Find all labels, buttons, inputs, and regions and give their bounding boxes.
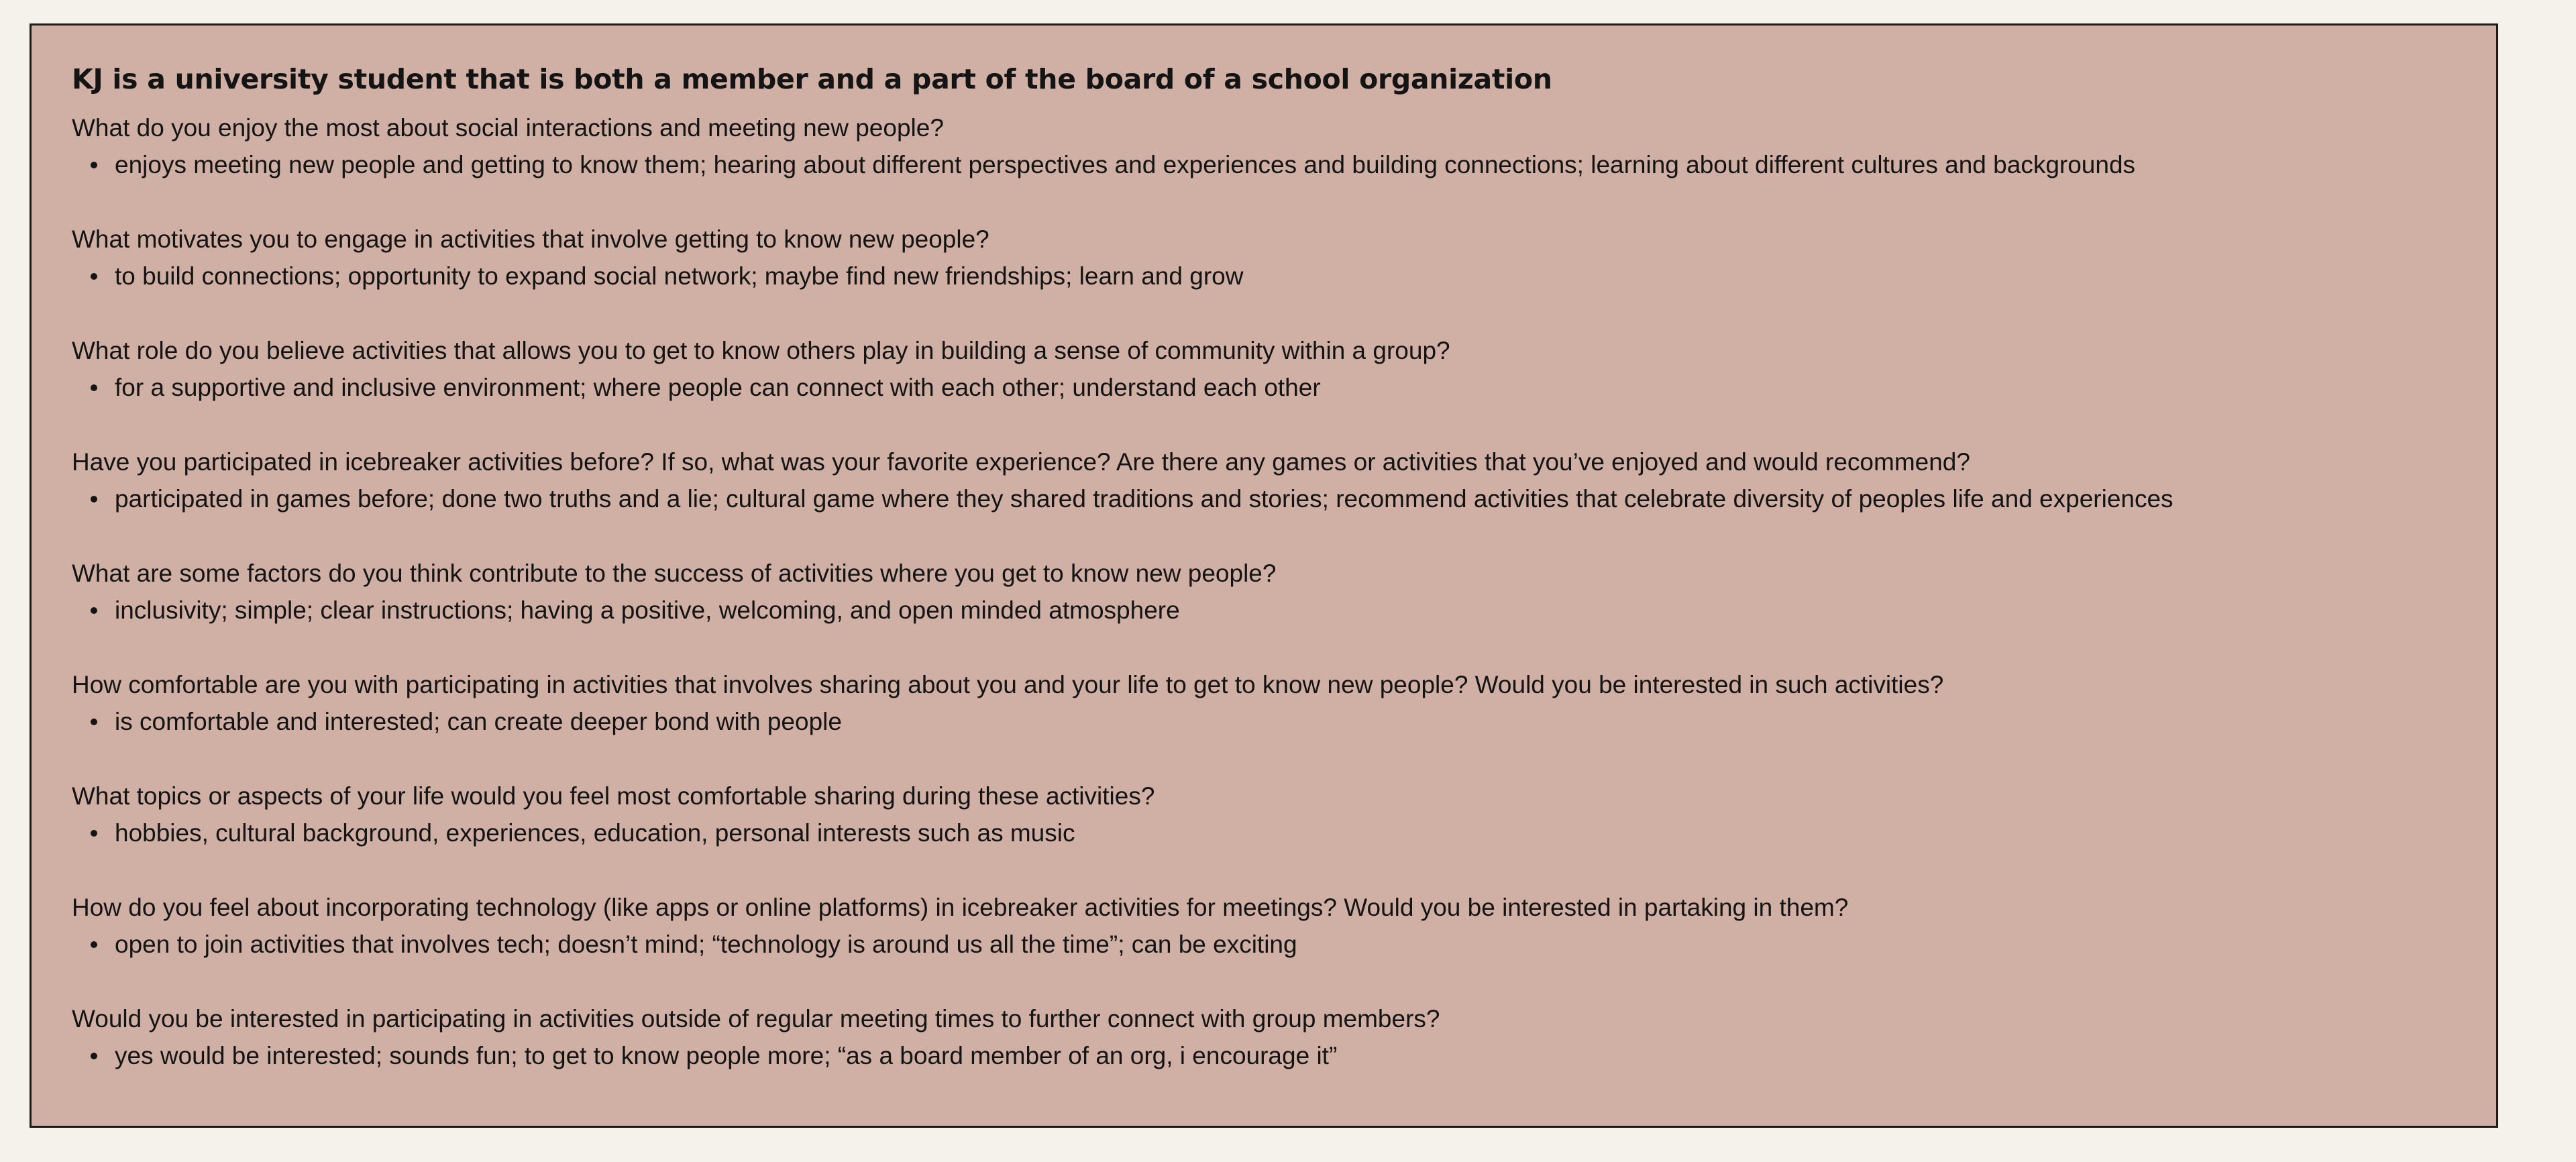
qa-item	[72, 1000, 2456, 1112]
answer-text	[72, 926, 2456, 963]
qa-item	[72, 443, 2456, 555]
bullet-icon	[91, 719, 97, 725]
bullet-icon	[91, 607, 97, 614]
qa-item	[72, 555, 2456, 666]
answer-label: yes would be interested; sounds fun; to get to know people more; “as a board member of an org, i encourage it”	[115, 1042, 1338, 1070]
answer-label: open to join activities that involves tech; doesn’t mind; “technology is around us all the time”; can be exciting	[115, 931, 1297, 959]
bullet-icon	[91, 273, 97, 280]
answer-text	[72, 814, 2456, 851]
answer-text	[72, 703, 2456, 740]
qa-item	[72, 332, 2456, 443]
answer-list	[72, 592, 2456, 629]
bullet-icon	[91, 941, 97, 948]
answer-text	[72, 480, 2456, 517]
question-text: How comfortable are you with participating in activities that involves sharing about you and your life to get to know new people? Would you be interested in such activities?	[72, 671, 1944, 699]
answer-text	[72, 146, 2456, 183]
answer-label: for a supportive and inclusive environment; where people can connect with each other; understand each other	[115, 374, 1321, 402]
answer-list	[72, 926, 2456, 963]
question-text: What are some factors do you think contribute to the success of activities where you get to know new people?	[72, 560, 1277, 588]
answer-list	[72, 369, 2456, 406]
answer-list	[72, 480, 2456, 517]
question-text: What topics or aspects of your life would you feel most comfortable sharing during these activities?	[72, 782, 1155, 810]
qa-item	[72, 666, 2456, 778]
qa-item	[72, 109, 2456, 221]
answer-list	[72, 814, 2456, 851]
interview-notes-card	[30, 23, 2498, 1128]
answer-label: to build connections; opportunity to expand social network; maybe find new friendships; learn and grow	[115, 262, 1244, 290]
answer-text	[72, 1037, 2456, 1074]
answer-text	[72, 369, 2456, 406]
answer-list	[72, 146, 2456, 183]
answer-list	[72, 703, 2456, 740]
answer-label: participated in games before; done two truths and a lie; cultural game where they shared traditions and stories; recommend activities that celebrate diversity of peoples life and experiences	[115, 485, 2174, 513]
bullet-icon	[91, 1053, 97, 1059]
answer-list	[72, 258, 2456, 295]
question-text: How do you feel about incorporating technology (like apps or online platforms) in icebreaker activities for meetings? Would you be interested in partaking in them?	[72, 894, 1849, 922]
page-title: KJ is a university student that is both a member and a part of the board of a school organization	[72, 63, 1552, 95]
qa-item	[72, 221, 2456, 332]
question-text: Have you participated in icebreaker activities before? If so, what was your favorite experience? Are there any games or activities that you’ve enjoyed and would recommend?	[72, 448, 1970, 476]
question-text: What role do you believe activities that allows you to get to know others play in building a sense of community within a group?	[72, 337, 1450, 365]
qa-item	[72, 889, 2456, 1000]
bullet-icon	[91, 830, 97, 837]
answer-label: enjoys meeting new people and getting to know them; hearing about different perspectives and experiences and building connections; learning about different cultures and backgrounds	[115, 151, 2136, 179]
answer-label: hobbies, cultural background, experiences, education, personal interests such as music	[115, 819, 1075, 847]
bullet-icon	[91, 162, 97, 168]
question-text: What do you enjoy the most about social interactions and meeting new people?	[72, 114, 944, 142]
answer-text	[72, 592, 2456, 629]
answer-label: is comfortable and interested; can create deeper bond with people	[115, 708, 842, 736]
bullet-icon	[91, 384, 97, 391]
qa-item	[72, 778, 2456, 889]
answer-text	[72, 258, 2456, 295]
answer-label: inclusivity; simple; clear instructions; having a positive, welcoming, and open minded atmosphere	[115, 596, 1180, 625]
bullet-icon	[91, 496, 97, 503]
question-text: What motivates you to engage in activities that involve getting to know new people?	[72, 225, 989, 254]
answer-list	[72, 1037, 2456, 1074]
question-text: Would you be interested in participating in activities outside of regular meeting times to further connect with group members?	[72, 1005, 1440, 1033]
